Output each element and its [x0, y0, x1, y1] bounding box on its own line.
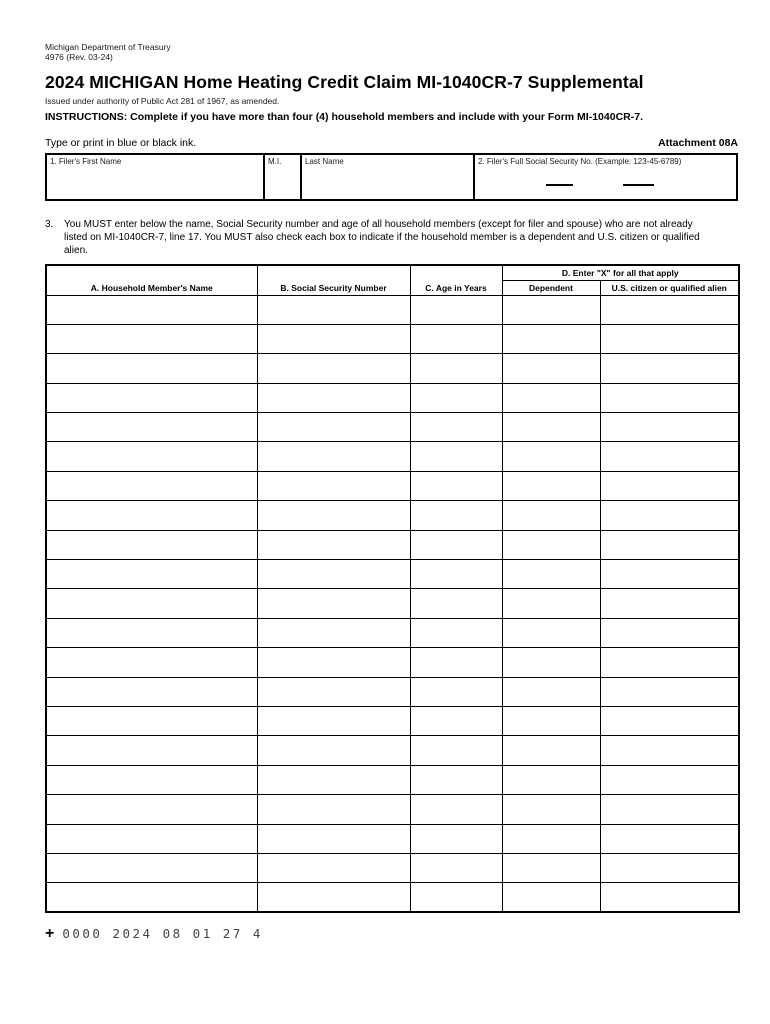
- member-name-cell[interactable]: [46, 677, 257, 706]
- citizen-checkbox-cell[interactable]: [600, 383, 739, 412]
- member-name-cell[interactable]: [46, 560, 257, 589]
- member-age-cell[interactable]: [410, 795, 502, 824]
- member-name-cell[interactable]: [46, 530, 257, 559]
- filer-last-name-field[interactable]: [302, 155, 475, 199]
- dependent-checkbox-cell[interactable]: [502, 883, 600, 912]
- dependent-checkbox-cell[interactable]: [502, 560, 600, 589]
- filer-ssn-label: 2. Filer's Full Social Security No. (Example: 123-45-6789): [478, 157, 682, 166]
- citizen-checkbox-cell[interactable]: [600, 324, 739, 353]
- member-ssn-cell[interactable]: [257, 324, 410, 353]
- citizen-checkbox-cell[interactable]: [600, 471, 739, 500]
- filer-middle-initial-label: M.I.: [268, 157, 282, 166]
- dependent-checkbox-cell[interactable]: [502, 765, 600, 794]
- dependent-checkbox-cell[interactable]: [502, 324, 600, 353]
- member-ssn-cell[interactable]: [257, 648, 410, 677]
- instructions-line: INSTRUCTIONS: Complete if you have more than four (4) household members and include with your Form MI-1040CR-7.: [45, 111, 643, 123]
- member-age-cell[interactable]: [410, 618, 502, 647]
- dependent-checkbox-cell[interactable]: [502, 471, 600, 500]
- member-age-cell[interactable]: [410, 765, 502, 794]
- member-name-cell[interactable]: [46, 471, 257, 500]
- member-ssn-cell[interactable]: [257, 354, 410, 383]
- member-name-cell[interactable]: [46, 413, 257, 442]
- dependent-checkbox-cell[interactable]: [502, 706, 600, 735]
- member-ssn-cell[interactable]: [257, 765, 410, 794]
- member-ssn-cell[interactable]: [257, 471, 410, 500]
- dependent-checkbox-cell[interactable]: [502, 354, 600, 383]
- citizen-checkbox-cell[interactable]: [600, 354, 739, 383]
- citizen-checkbox-cell[interactable]: [600, 795, 739, 824]
- filer-info-box: [45, 153, 738, 201]
- col-header-age: C. Age in Years: [410, 265, 502, 295]
- citizen-checkbox-cell[interactable]: [600, 442, 739, 471]
- household-table-row: [46, 736, 739, 765]
- citizen-checkbox-cell[interactable]: [600, 677, 739, 706]
- member-age-cell[interactable]: [410, 324, 502, 353]
- member-age-cell[interactable]: [410, 853, 502, 882]
- ssn-separator-dash: [546, 184, 573, 186]
- member-age-cell[interactable]: [410, 677, 502, 706]
- authority-note: Issued under authority of Public Act 281 of 1967, as amended.: [45, 96, 280, 106]
- member-age-cell[interactable]: [410, 736, 502, 765]
- member-age-cell[interactable]: [410, 706, 502, 735]
- citizen-checkbox-cell[interactable]: [600, 530, 739, 559]
- member-ssn-cell[interactable]: [257, 560, 410, 589]
- member-age-cell[interactable]: [410, 883, 502, 912]
- household-table-row: [46, 765, 739, 794]
- household-table-row: [46, 560, 739, 589]
- member-ssn-cell[interactable]: [257, 501, 410, 530]
- citizen-checkbox-cell[interactable]: [600, 501, 739, 530]
- member-age-cell[interactable]: [410, 560, 502, 589]
- household-members-table: [45, 264, 740, 913]
- member-ssn-cell[interactable]: [257, 618, 410, 647]
- member-age-cell[interactable]: [410, 295, 502, 324]
- filer-first-name-label: 1. Filer's First Name: [50, 157, 122, 166]
- line-3-text: You MUST enter below the name, Social Security number and age of all household members (except for filer and spouse) who are not already listed on MI-1040CR-7, line 17. You MUST also check each box to indicate if the household member is a dependent and U.S. citizen or qualified alien.: [64, 219, 700, 256]
- agency-block: [45, 42, 738, 62]
- member-ssn-cell[interactable]: [257, 736, 410, 765]
- member-age-cell[interactable]: [410, 589, 502, 618]
- plus-mark-icon: +: [45, 925, 55, 943]
- citizen-checkbox-cell[interactable]: [600, 853, 739, 882]
- member-age-cell[interactable]: [410, 383, 502, 412]
- dependent-checkbox-cell[interactable]: [502, 413, 600, 442]
- dependent-checkbox-cell[interactable]: [502, 589, 600, 618]
- household-table-row: [46, 795, 739, 824]
- household-table-row: [46, 295, 739, 324]
- member-name-cell[interactable]: [46, 883, 257, 912]
- filer-first-name-field[interactable]: [47, 155, 265, 199]
- member-ssn-cell[interactable]: [257, 295, 410, 324]
- member-name-cell[interactable]: [46, 354, 257, 383]
- member-name-cell[interactable]: [46, 765, 257, 794]
- dependent-checkbox-cell[interactable]: [502, 795, 600, 824]
- member-age-cell[interactable]: [410, 471, 502, 500]
- member-name-cell[interactable]: [46, 706, 257, 735]
- filer-ssn-field[interactable]: [475, 155, 736, 199]
- household-table-row: [46, 824, 739, 853]
- member-name-cell[interactable]: [46, 824, 257, 853]
- household-table-row: [46, 413, 739, 442]
- citizen-checkbox-cell[interactable]: [600, 824, 739, 853]
- member-name-cell[interactable]: [46, 648, 257, 677]
- member-age-cell[interactable]: [410, 442, 502, 471]
- dependent-checkbox-cell[interactable]: [502, 853, 600, 882]
- member-ssn-cell[interactable]: [257, 795, 410, 824]
- col-header-dependent: Dependent: [502, 280, 600, 295]
- household-table-row: [46, 677, 739, 706]
- form-scanline: [45, 926, 738, 941]
- member-name-cell[interactable]: [46, 442, 257, 471]
- dependent-checkbox-cell[interactable]: [502, 383, 600, 412]
- citizen-checkbox-cell[interactable]: [600, 295, 739, 324]
- member-ssn-cell[interactable]: [257, 824, 410, 853]
- member-age-cell[interactable]: [410, 648, 502, 677]
- citizen-checkbox-cell[interactable]: [600, 589, 739, 618]
- member-ssn-cell[interactable]: [257, 589, 410, 618]
- citizen-checkbox-cell[interactable]: [600, 765, 739, 794]
- member-ssn-cell[interactable]: [257, 442, 410, 471]
- member-age-cell[interactable]: [410, 824, 502, 853]
- household-table-row: [46, 618, 739, 647]
- form-number: 4976 (Rev. 03-24): [45, 52, 113, 62]
- dependent-checkbox-cell[interactable]: [502, 824, 600, 853]
- citizen-checkbox-cell[interactable]: [600, 618, 739, 647]
- filer-last-name-label: Last Name: [305, 157, 344, 166]
- dependent-checkbox-cell[interactable]: [502, 648, 600, 677]
- citizen-checkbox-cell[interactable]: [600, 736, 739, 765]
- member-ssn-cell[interactable]: [257, 413, 410, 442]
- member-name-cell[interactable]: [46, 853, 257, 882]
- household-table-row: [46, 471, 739, 500]
- household-table-row: [46, 883, 739, 912]
- filer-middle-initial-field[interactable]: [265, 155, 302, 199]
- ink-note: Type or print in blue or black ink.: [45, 137, 197, 149]
- household-table-row: [46, 442, 739, 471]
- col-header-group-d: D. Enter "X" for all that apply: [502, 265, 739, 280]
- member-age-cell[interactable]: [410, 530, 502, 559]
- household-table-row: [46, 530, 739, 559]
- member-name-cell[interactable]: [46, 383, 257, 412]
- col-header-citizen: U.S. citizen or qualified alien: [600, 280, 739, 295]
- member-ssn-cell[interactable]: [257, 706, 410, 735]
- household-table-row: [46, 501, 739, 530]
- col-header-member-name: A. Household Member's Name: [46, 265, 257, 295]
- member-name-cell[interactable]: [46, 501, 257, 530]
- citizen-checkbox-cell[interactable]: [600, 648, 739, 677]
- dependent-checkbox-cell[interactable]: [502, 736, 600, 765]
- citizen-checkbox-cell[interactable]: [600, 706, 739, 735]
- household-table-row: [46, 589, 739, 618]
- citizen-checkbox-cell[interactable]: [600, 883, 739, 912]
- line-3-number: 3.: [45, 219, 54, 230]
- agency-name: Michigan Department of Treasury: [45, 42, 171, 52]
- dependent-checkbox-cell[interactable]: [502, 618, 600, 647]
- dependent-checkbox-cell[interactable]: [502, 501, 600, 530]
- dependent-checkbox-cell[interactable]: [502, 530, 600, 559]
- col-header-ssn: B. Social Security Number: [257, 265, 410, 295]
- member-name-cell[interactable]: [46, 736, 257, 765]
- household-table-row: [46, 324, 739, 353]
- member-ssn-cell[interactable]: [257, 530, 410, 559]
- household-table-row: [46, 383, 739, 412]
- member-age-cell[interactable]: [410, 354, 502, 383]
- member-name-cell[interactable]: [46, 795, 257, 824]
- line-3-instruction: [45, 218, 738, 257]
- member-ssn-cell[interactable]: [257, 383, 410, 412]
- ink-attachment-row: [45, 137, 738, 149]
- table-header-row-1: [46, 265, 739, 280]
- member-age-cell[interactable]: [410, 501, 502, 530]
- ssn-separator-dash: [623, 184, 654, 186]
- member-ssn-cell[interactable]: [257, 883, 410, 912]
- citizen-checkbox-cell[interactable]: [600, 413, 739, 442]
- member-ssn-cell[interactable]: [257, 677, 410, 706]
- member-name-cell[interactable]: [46, 324, 257, 353]
- form-title: 2024 MICHIGAN Home Heating Credit Claim MI-1040CR-7 Supplemental: [45, 72, 644, 92]
- member-name-cell[interactable]: [46, 618, 257, 647]
- dependent-checkbox-cell[interactable]: [502, 677, 600, 706]
- citizen-checkbox-cell[interactable]: [600, 560, 739, 589]
- household-table-row: [46, 706, 739, 735]
- member-name-cell[interactable]: [46, 295, 257, 324]
- household-table-row: [46, 853, 739, 882]
- member-name-cell[interactable]: [46, 589, 257, 618]
- household-table-row: [46, 648, 739, 677]
- dependent-checkbox-cell[interactable]: [502, 295, 600, 324]
- dependent-checkbox-cell[interactable]: [502, 442, 600, 471]
- attachment-label: Attachment 08A: [658, 137, 738, 149]
- household-table-row: [46, 354, 739, 383]
- member-ssn-cell[interactable]: [257, 853, 410, 882]
- member-age-cell[interactable]: [410, 413, 502, 442]
- form-barcode-number: 0000 2024 08 01 27 4: [62, 926, 263, 942]
